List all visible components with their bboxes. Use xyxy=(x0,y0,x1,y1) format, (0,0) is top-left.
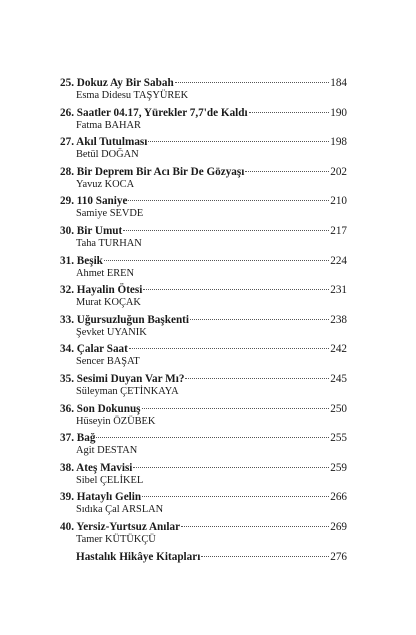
dot-leader xyxy=(129,348,329,349)
toc-author: Taha TURHAN xyxy=(76,237,142,249)
dot-leader xyxy=(142,496,329,497)
toc-line xyxy=(60,403,347,416)
dot-leader xyxy=(175,82,330,83)
toc-author: Yavuz KOCA xyxy=(76,178,135,190)
table-of-contents xyxy=(60,77,347,580)
toc-page-number: 259 xyxy=(330,461,347,474)
toc-title: 40. Yersiz-Yurtsuz Anılar xyxy=(60,520,181,533)
toc-page-number: 242 xyxy=(330,343,347,356)
toc-title: 37. Bağ xyxy=(60,432,96,445)
dot-leader xyxy=(96,437,329,438)
toc-entry xyxy=(60,136,347,166)
toc-page-number: 255 xyxy=(330,432,347,445)
toc-page-number: 245 xyxy=(330,372,347,385)
toc-entry xyxy=(60,373,347,403)
toc-entry xyxy=(60,166,347,196)
toc-author: Şevket UYANIK xyxy=(76,326,147,338)
dot-leader xyxy=(148,141,329,142)
toc-entry xyxy=(60,462,347,492)
toc-line xyxy=(60,107,347,120)
toc-title: 39. Hataylı Gelin xyxy=(60,491,142,504)
toc-page-number: 231 xyxy=(330,284,347,297)
toc-author: Sibel ÇELİKEL xyxy=(76,474,144,486)
toc-page-number: 238 xyxy=(330,313,347,326)
toc-title: 31. Beşik xyxy=(60,254,103,267)
toc-author: Sencer BAŞAT xyxy=(76,356,140,368)
toc-line xyxy=(60,462,347,475)
dot-leader xyxy=(104,260,329,261)
toc-page-number: 250 xyxy=(330,402,347,415)
dot-leader xyxy=(142,408,330,409)
toc-author: Hüseyin ÖZÜBEK xyxy=(76,415,156,427)
toc-line xyxy=(60,491,347,504)
toc-title: 33. Uğursuzluğun Başkenti xyxy=(60,313,190,326)
toc-line xyxy=(60,255,347,268)
toc-author: Agit DESTAN xyxy=(76,445,138,457)
toc-line xyxy=(60,432,347,445)
toc-author: Süleyman ÇETİNKAYA xyxy=(76,385,179,397)
toc-page-number: 217 xyxy=(330,224,347,237)
toc-author: Tamer KÜTÜKÇÜ xyxy=(76,533,156,545)
toc-title: 29. 110 Saniye xyxy=(60,195,128,208)
toc-title: 34. Çalar Saat xyxy=(60,343,128,356)
dot-leader xyxy=(123,230,329,231)
toc-page-number: 276 xyxy=(330,550,347,563)
dot-leader xyxy=(185,378,329,379)
toc-entry xyxy=(60,107,347,137)
toc-title: 35. Sesimi Duyan Var Mı? xyxy=(60,372,185,385)
toc-line xyxy=(60,136,347,149)
toc-title: 36. Son Dokunuş xyxy=(60,402,141,415)
dot-leader xyxy=(181,526,329,527)
toc-entry xyxy=(60,343,347,373)
toc-entry xyxy=(60,255,347,285)
toc-title: 27. Akıl Tutulması xyxy=(60,136,148,149)
toc-entry xyxy=(60,403,347,433)
dot-leader xyxy=(143,289,329,290)
toc-line xyxy=(60,77,347,90)
toc-author: Murat KOÇAK xyxy=(76,297,141,309)
toc-page-number: 269 xyxy=(330,520,347,533)
toc-entry xyxy=(60,284,347,314)
toc-author: Fatma BAHAR xyxy=(76,119,141,131)
toc-author: Betül DOĞAN xyxy=(76,149,139,161)
toc-title: 26. Saatler 04.17, Yürekler 7,7'de Kaldı xyxy=(60,106,248,119)
toc-author: Esma Didesu TAŞYÜREK xyxy=(76,90,189,101)
toc-page-number: 190 xyxy=(330,106,347,119)
dot-leader xyxy=(190,319,329,320)
toc-author: Sıdıka Çal ARSLAN xyxy=(76,504,164,516)
toc-entry xyxy=(60,225,347,255)
toc-entry xyxy=(60,77,347,107)
toc-page-number: 202 xyxy=(330,165,347,178)
toc-entry xyxy=(60,432,347,462)
toc-page-number: 198 xyxy=(330,136,347,149)
toc-line xyxy=(60,373,347,386)
toc-author: Samiye SEVDE xyxy=(76,208,144,220)
toc-page-number: 210 xyxy=(330,195,347,208)
toc-entry-final xyxy=(60,551,347,581)
toc-line xyxy=(60,195,347,208)
toc-entry xyxy=(60,195,347,225)
toc-page-number: 184 xyxy=(330,77,347,89)
dot-leader xyxy=(245,171,329,172)
toc-title: 28. Bir Deprem Bir Acı Bir De Gözyaşı xyxy=(60,165,245,178)
toc-line xyxy=(60,314,347,327)
toc-title: 38. Ateş Mavisi xyxy=(60,461,133,474)
toc-entry xyxy=(60,491,347,521)
toc-line xyxy=(60,551,347,564)
toc-entry xyxy=(60,521,347,551)
toc-line xyxy=(60,521,347,534)
toc-title: 30. Bir Umut xyxy=(60,224,123,237)
dot-leader xyxy=(249,112,330,113)
toc-entry xyxy=(60,314,347,344)
toc-line xyxy=(60,284,347,297)
toc-title: 25. Dokuz Ay Bir Sabah xyxy=(60,77,174,89)
toc-line xyxy=(60,166,347,179)
toc-line xyxy=(60,225,347,238)
dot-leader xyxy=(201,556,329,557)
toc-line xyxy=(60,343,347,356)
toc-page-number: 224 xyxy=(330,254,347,267)
toc-title: Hastalık Hikâye Kitapları xyxy=(76,550,201,563)
dot-leader xyxy=(128,200,329,201)
dot-leader xyxy=(133,467,329,468)
toc-title: 32. Hayalin Ötesi xyxy=(60,284,143,297)
toc-author: Ahmet EREN xyxy=(76,267,135,279)
toc-page-number: 266 xyxy=(330,491,347,504)
